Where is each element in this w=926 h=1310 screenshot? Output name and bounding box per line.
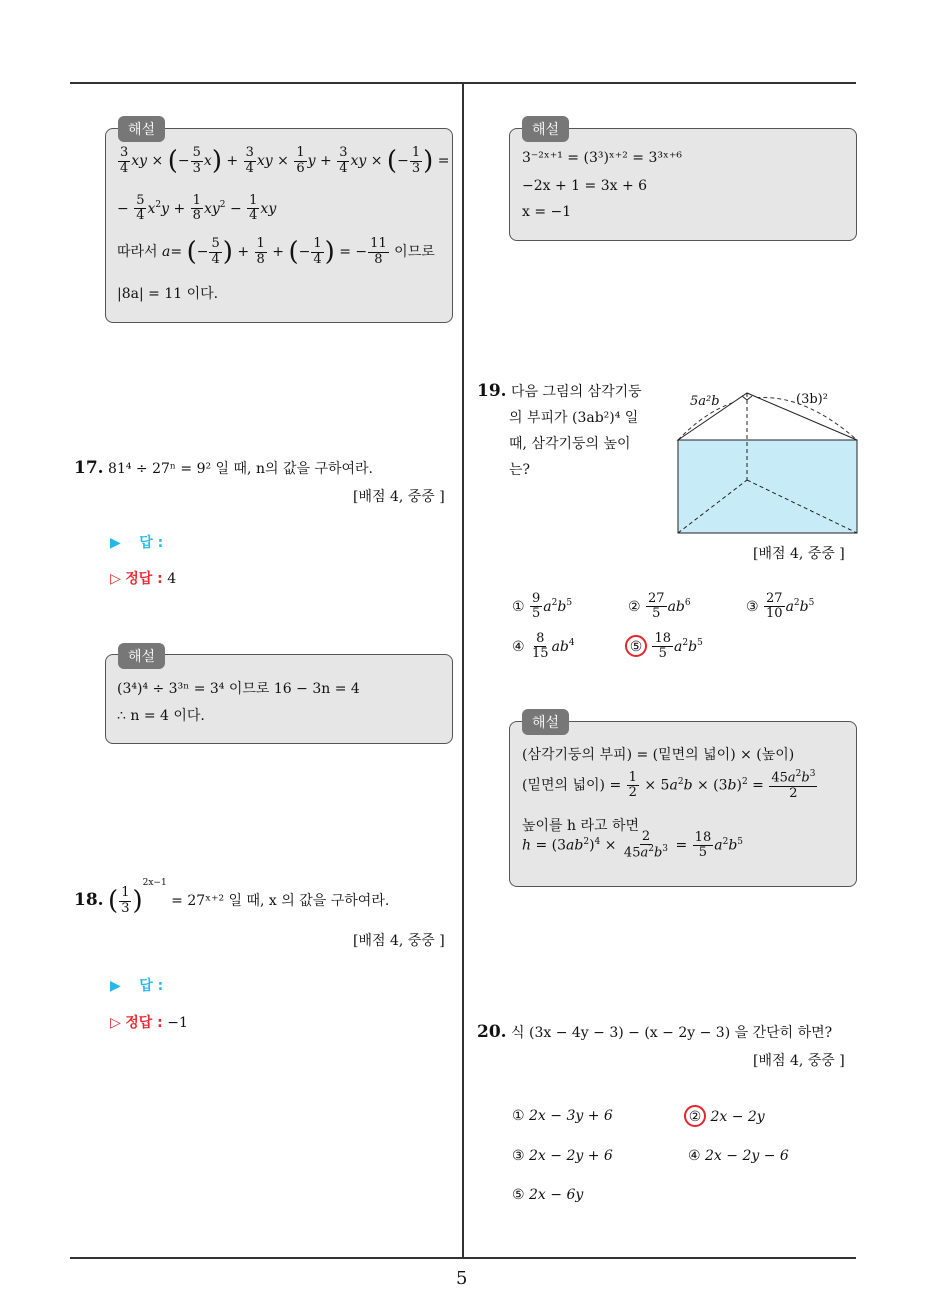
bottom-rule xyxy=(70,1257,856,1259)
sol18-line1: 3⁻²ˣ⁺¹ = (3³)ˣ⁺² = 3³ˣ⁺⁶ xyxy=(522,150,682,166)
solution-tag: 해설 xyxy=(118,643,165,669)
q20-option-2[interactable]: ② 2x − 2y xyxy=(684,1105,765,1127)
sol16-line3: 따라서 a= (− $\frac{5}{4}$ ) + $\frac{1}{8}$ + (− $\frac{1}{4}$ ) = − $\frac{11}{8}$ 이므로 xyxy=(117,236,435,267)
page-number: 5 xyxy=(456,1268,468,1289)
q19-text-line2: 의 부피가 (3ab²)⁴ 일 xyxy=(509,410,639,426)
sol16-text-b: 이므로 xyxy=(394,244,435,260)
q17-stem xyxy=(74,458,373,478)
q19-option-3[interactable]: ③ $\frac{27}{10}$ $a^2b^5$ xyxy=(746,591,815,622)
q18-score: [배점 4, 중중 ] xyxy=(353,933,445,949)
q20-option-3[interactable]: ③ 2x − 2y + 6 xyxy=(512,1148,613,1164)
q20-number: 20. xyxy=(477,1022,507,1042)
answer-arrow-icon: ▶ xyxy=(110,978,121,994)
sol16-text-a: 따라서 xyxy=(117,244,158,260)
q19-option-5[interactable]: ⑤ $\frac{18}{5}$ $a^2b^5$ xyxy=(625,632,703,662)
q19-stem xyxy=(477,378,657,483)
selected-circle-icon: ② xyxy=(684,1105,706,1127)
sol16-conclusion: |8a| = 11 이다. xyxy=(117,286,219,302)
sol16-line2: − $\frac{5}{4}$ $x^2y$ + $\frac{1}{8}$ $xy^2$ − $\frac{1}{4}$ xy xyxy=(117,193,277,224)
q20-option-1[interactable]: ① 2x − 3y + 6 xyxy=(512,1108,613,1124)
q19-score: [배점 4, 중중 ] xyxy=(753,546,845,562)
sol16-line1: $\frac{3}{4}$ xy × (− $\frac{5}{3}$ x) + $\frac{3}{4}$ xy × $\frac{1}{6}$ y + $\frac{3}{4}$ xy × (− $\frac{1}{3}$ ) = xyxy=(120,145,450,176)
solution-tag: 해설 xyxy=(118,116,165,142)
q17-correct-row xyxy=(110,568,176,588)
q20-option-4[interactable]: ④ 2x − 2y − 6 xyxy=(688,1148,789,1164)
q20-stem xyxy=(477,1022,832,1042)
q18-correct-label: 정답 : xyxy=(125,1015,163,1031)
q18-number: 18. xyxy=(74,890,104,910)
selected-circle-icon: ⑤ xyxy=(625,635,647,657)
solution-tag: 해설 xyxy=(522,709,569,735)
solution-tag: 해설 xyxy=(522,116,569,142)
q19-text-line4: 는? xyxy=(509,462,531,478)
q17-answer-row[interactable] xyxy=(110,532,163,552)
answer-arrow-icon: ▶ xyxy=(110,535,121,551)
q17-text: 81⁴ ÷ 27ⁿ = 9² 일 때, n의 값을 구하여라. xyxy=(108,461,373,477)
q19-option-4[interactable]: ④ $\frac{8}{15}$ $ab^4$ xyxy=(512,631,575,662)
prism-front-face xyxy=(678,440,857,533)
sol18-line2: −2x + 1 = 3x + 6 xyxy=(522,178,648,194)
q19-option-2[interactable]: ② $\frac{27}{5}$ $ab^6$ xyxy=(628,591,691,622)
sol19-line1: (삼각기둥의 부피) = (밑면의 넓이) × (높이) xyxy=(522,747,795,763)
q17-number: 17. xyxy=(74,458,104,478)
q17-correct-value: 4 xyxy=(167,571,177,587)
q18-correct-row xyxy=(110,1012,188,1032)
q18-answer-row[interactable] xyxy=(110,975,163,995)
sol19-line2: (밑면의 넓이) = $\frac{1}{2}$ × $5a^2b \times (3b)^2$ = $\frac{45a^2b^3}{2}$ xyxy=(522,769,816,801)
prism-label-left: 5a²b xyxy=(690,394,720,409)
q19-option-1[interactable]: ① $\frac{9}{5}$ $a^2b^5$ xyxy=(512,591,573,622)
q20-score: [배점 4, 중중 ] xyxy=(753,1053,845,1069)
sol19-line3: 높이를 h 라고 하면 xyxy=(522,818,640,834)
q18-exponent: 2x−1 xyxy=(142,878,167,888)
q18-correct-value: −1 xyxy=(167,1015,188,1031)
q17-correct-label: 정답 : xyxy=(125,571,163,587)
q17-answer-label: 답 : xyxy=(139,535,164,551)
correct-arrow-icon: ▷ xyxy=(110,571,121,587)
prism-label-right: (3b)² xyxy=(796,392,828,407)
q19-text-line3: 때, 삼각기둥의 높이 xyxy=(509,436,631,452)
sol17-line2: ∴ n = 4 이다. xyxy=(117,708,205,724)
q20-text: 식 (3x − 4y − 3) − (x − 2y − 3) 을 간단히 하면? xyxy=(511,1025,833,1041)
q17-score: [배점 4, 중중 ] xyxy=(353,489,445,505)
sol17-line1: (3⁴)⁴ ÷ 3³ⁿ = 3⁴ 이므로 16 − 3n = 4 xyxy=(117,681,360,697)
sol19-line4: $h = (3ab^2)^4$ × $\frac{2}{45a^2b^3}$ = $\frac{18}{5}$ $a^2b^5$ xyxy=(522,829,744,861)
column-divider xyxy=(462,84,464,1258)
q18-stem: 18. ( $\frac{1}{3}$ )$^{2x-1}$ = 27ˣ⁺² 일 때, x 의 값을 구하여라. xyxy=(74,878,390,916)
q19-number: 19. xyxy=(477,381,507,401)
correct-arrow-icon: ▷ xyxy=(110,1015,121,1031)
sol18-line3: x = −1 xyxy=(522,204,572,220)
q20-option-5[interactable]: ⑤ 2x − 6y xyxy=(512,1187,584,1203)
q19-text-line1: 다음 그림의 삼각기둥 xyxy=(511,384,642,400)
q18-answer-label: 답 : xyxy=(139,978,164,994)
q18-text: = 27ˣ⁺² 일 때, x 의 값을 구하여라. xyxy=(171,893,390,909)
